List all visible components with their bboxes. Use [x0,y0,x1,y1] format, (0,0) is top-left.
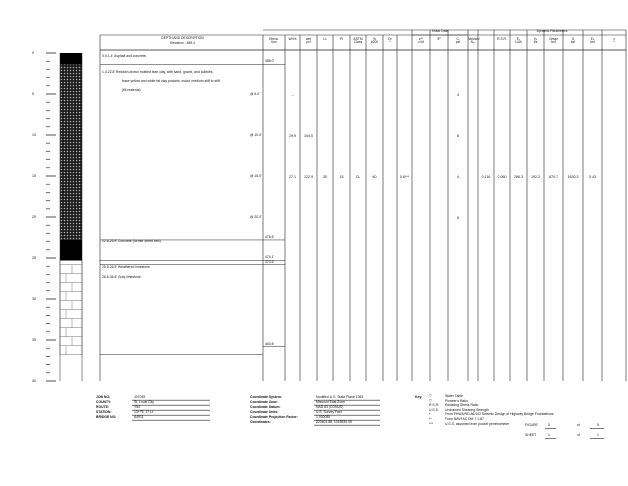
sample-value-gmax: 192.2 [531,174,540,179]
coordinate-field-label: Coordinate Datum: [250,405,281,409]
key-description: Pioneer's Ratio [445,398,468,403]
stratum-description: 22.8-25.8' Concrete (former street bed). [102,238,162,243]
depth-label: 30 [32,297,36,301]
column-header-6: Dr * [388,37,392,45]
sample-value-nu: 0.43 [589,174,596,179]
asphalt-layer [60,53,82,64]
dynamic-header-5: Eₚ ksf [590,37,595,45]
column-header-5: % #200 [370,37,379,45]
stratum-description: (fill material). [122,88,142,93]
depth-label: 35 [32,338,36,342]
key-description: Undrained Shearing Strength [445,407,489,412]
figure-label: FIGURE [525,423,538,427]
figure-total: 5 [597,423,599,427]
coordinate-field-label: Coordinates: [250,420,271,424]
sheet-total: 1 [597,433,599,437]
stratum-description: 26.8-36.8' Gray limestone. [102,275,142,280]
sample-value-p200: 60 [372,174,377,179]
job-field-label: COUNTY: [96,400,112,404]
figure-number: 5 [548,423,550,427]
sample-value-n: 8 [457,215,459,220]
sample-value-wet: 104.0 [304,133,313,138]
coordinate-field-value: NAD 83 (CONUS) [316,405,344,409]
job-field-label: JOB NO: [96,395,111,399]
limestone-layer [60,260,82,354]
shear-header-0: c** c'/sf [418,37,424,45]
sample-depth-label: @ 10.0' [250,132,262,137]
coordinate-field-label: Coordinate System: [250,395,283,399]
key-symbol: R.S.R. [429,403,439,408]
sample-value-n: 4 [457,92,459,97]
elevation-value: 476.6' [265,234,275,239]
coordinate-field-value: 820401.88, 1018930.05 [316,420,352,424]
sample-value-ll: 30 [323,174,327,179]
stratum-description: 1.4-22.8' Reddish-brown mottled lean clay, with sand, gravel, and cobbles, [102,70,214,75]
column-header-2: LL [323,37,327,41]
key-description: From NAVFAC DM 7.1-87 [445,417,484,421]
sample-value-wn: 29.9 [289,133,296,138]
key-description: Resisting Stress Ratio [445,403,479,408]
coordinate-field-value: Missouri East Zone [316,400,346,404]
shear-header-3: Nblows/ N₁₀ [468,37,480,45]
column-header-3: PI [339,37,344,41]
job-field-value: A4911 [134,415,144,419]
sample-value-pi: 15 [339,174,344,179]
key-symbol: *** [429,421,433,426]
sample-depth-label: @ 15.0' [250,173,262,178]
sheet-label: SHEET [525,433,537,437]
sample-value-wn: -- [291,92,294,97]
key-symbol: * [429,412,431,417]
job-field-value: Y54 [134,405,141,409]
column-header-1: wet pcf [305,37,312,45]
key-symbol: U.S.S. [429,407,439,412]
sample-value-wn: 27.1 [289,174,296,179]
sample-value-g: 870.7 [549,174,558,179]
sheet-number: 1 [548,433,550,437]
sample-value-vp: 286.3 [514,174,523,179]
sample-value-wet: 122.9 [304,174,313,179]
column-header-4: ASTM Class [353,37,363,45]
depth-description-title: DEPTH AND DESCRIPTION [161,36,204,40]
coordinate-field-value: U.S. Survey Feet [316,410,342,414]
sample-value-n: 4 [457,174,459,179]
sample-value-astm: CL [355,174,361,179]
job-field-label: ROUTE: [96,405,109,409]
depth-label: 0 [32,51,34,55]
job-field-value: 13+75, 17 Lt. [134,410,154,414]
depth-label: 20 [32,215,36,219]
coordinate-field-label: Coordinate Projection Factor: [250,415,298,419]
sample-value-n: 8 [457,133,459,138]
key-description: From FHWA/RD-86/102 Seismic Design of Highway Bridge Foundations [445,412,554,417]
clay-fill-layer [60,64,82,239]
concrete-layer [60,240,82,261]
column-header-0: Wn% [288,37,297,41]
key-symbol: ▽ [429,394,432,398]
job-field-label: STATION: [96,410,112,414]
coordinate-field-value: Modified U.S. State Plane 1983 [316,395,364,399]
sample-value-e0: 2,060 [497,174,507,179]
key-title: Key: [415,395,423,399]
sheet-of: of [577,433,580,437]
elevation-line: Elevation - 489.4 [170,41,195,45]
depth-label: 40 [32,379,36,383]
dynamic-header-1: E₀ LU/s [515,37,522,45]
elevation-column-header: Eleva- tion [269,37,279,45]
key-description: Water Table [445,394,463,398]
coordinate-field-label: Coordinate Zone: [250,400,279,404]
sample-value-c: 0.6*** [399,174,410,179]
dynamic-header-6: ν * [613,37,615,45]
dynamic-header-3: Gmax ksf [549,37,558,45]
sample-value-ep: 1630.3 [567,174,579,179]
sample-value-rsr: 0.116 [481,174,491,179]
figure-of: of [577,423,580,427]
elevation-value: 488.0' [265,59,275,64]
depth-label: 15 [32,174,36,178]
stratum-description: 25.8-26.8' Weathered limestone. [102,265,151,270]
elevation-value: 474.1' [265,255,275,260]
depth-label: 25 [32,256,36,260]
sample-depth-label: @ 20.0' [250,214,262,219]
dynamic-header-4: G ksf [570,37,576,45]
stratum-description: trace yellow and white fat clay pockets, moist, medium stiff to stiff. [122,79,221,84]
sample-depth-label: @ 5.0' [250,91,260,96]
coordinate-field-label: Coordinate Units: [250,410,279,414]
elevation-value: 463.6' [265,341,275,346]
job-field-value: J07049 [134,395,146,399]
depth-label: 5 [32,92,34,96]
key-symbol: ▽ [429,398,432,403]
elevation-value: 473.6' [265,259,275,264]
dynamic-parameters-group-header: Dynamic Parameters [536,29,568,33]
stratum-description: 0.0-1.4' Asphalt and concrete. [102,53,147,58]
key-symbol: ** [429,417,432,421]
job-field-label: BRIDGE NO: [96,415,117,419]
shear-header-1: Φ° [437,37,441,41]
key-description: U.S.S. assumed from pocket penetrometer [445,421,510,426]
coordinate-field-value: 1.000085 [316,415,331,419]
depth-label: 10 [32,133,36,137]
shear-data-group-header: Shear Data [431,29,449,33]
dynamic-header-0: R.S.R. [497,37,507,41]
shear-header-2: Cᵣ psf [455,37,461,45]
job-field-value: St. Louis City [134,400,154,404]
dynamic-header-2: Vₚ f/s [533,37,538,45]
